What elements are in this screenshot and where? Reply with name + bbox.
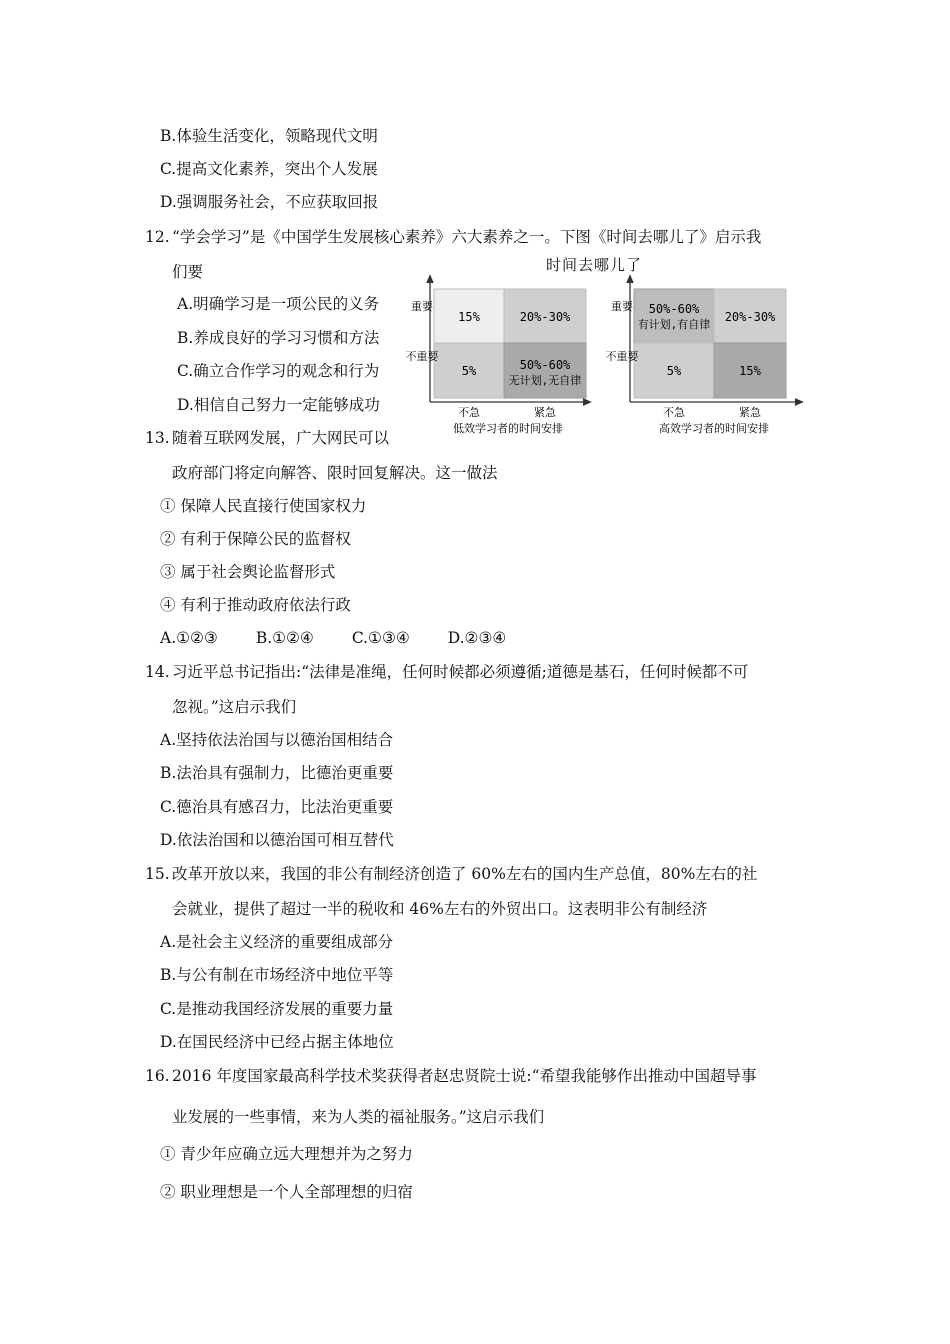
- q13-stem-line1: 随着互联网发展，广大网民可以: [172, 429, 390, 447]
- q14-option-d: D.依法治国和以德治国可相互替代: [160, 831, 394, 849]
- q12-option-d: D.相信自己努力一定能够成功: [177, 396, 380, 414]
- left-note-unimportant-urgent: 无计划,无自律: [508, 374, 582, 387]
- q15-option-a: A.是社会主义经济的重要组成部分: [160, 933, 394, 951]
- q16-number: 16.: [145, 1067, 170, 1085]
- q13-number: 13.: [145, 429, 170, 447]
- left-value-important-urgent: 20%-30%: [519, 310, 571, 324]
- left-row-label-unimportant: 不重要: [405, 350, 439, 363]
- q13-item-3: ③ 属于社会舆论监督形式: [160, 563, 336, 581]
- right-value-important-not-urgent: 50%-60%: [648, 302, 700, 316]
- q14-option-b: B.法治具有强制力，比德治更重要: [160, 764, 394, 782]
- q12-stem-line2: 们要: [172, 263, 204, 281]
- q14-option-a: A.坚持依法治国与以德治国相结合: [160, 731, 394, 749]
- q15-stem-line1: 改革开放以来，我国的非公有制经济创造了 60%左右的国内生产总值，80%左右的社: [172, 865, 758, 883]
- q16-stem-line1: 2016 年度国家最高科学技术奖获得者赵忠贤院士说:“希望我能够作出推动中国超导事: [172, 1067, 757, 1085]
- left-value-unimportant-urgent: 50%-60%: [519, 358, 571, 372]
- q13-stem-line2: 政府部门将定向解答、限时回复解决。这一做法: [172, 464, 498, 482]
- right-col-label-not-urgent: 不急: [663, 406, 685, 419]
- left-col-label-not-urgent: 不急: [458, 406, 480, 419]
- left-value-important-not-urgent: 15%: [458, 310, 480, 324]
- q11-option-b: B.体验生活变化，领略现代文明: [160, 127, 378, 145]
- q15-stem-line2: 会就业，提供了超过一半的税收和 46%左右的外贸出口。这表明非公有制经济: [172, 900, 708, 918]
- q15-option-c: C.是推动我国经济发展的重要力量: [160, 1000, 394, 1018]
- right-cell-important-not-urgent: [634, 289, 714, 343]
- q14-option-c: C.德治具有感召力，比法治更重要: [160, 798, 394, 816]
- q12-option-a: A.明确学习是一项公民的义务: [177, 295, 380, 313]
- time-matrix-figure: [398, 250, 808, 440]
- q13-choices: [160, 628, 544, 648]
- right-value-unimportant-not-urgent: 5%: [666, 364, 682, 378]
- right-row-label-important: 重要: [611, 300, 633, 313]
- low-efficiency-chart: [406, 278, 589, 435]
- q16-stem-line2: 业发展的一些事情，来为人类的福祉服务。”这启示我们: [172, 1108, 545, 1126]
- q15-option-d: D.在国民经济中已经占据主体地位: [160, 1033, 394, 1051]
- right-note-important-not-urgent: 有计划,有自律: [637, 318, 711, 331]
- q16-item-2: ② 职业理想是一个人全部理想的归宿: [160, 1183, 413, 1201]
- q11-option-c: C.提高文化素养，突出个人发展: [160, 160, 378, 178]
- right-value-unimportant-urgent: 15%: [739, 364, 761, 378]
- q15-number: 15.: [145, 865, 170, 883]
- q13-choice-d: D.②③④: [447, 629, 507, 647]
- right-col-label-urgent: 紧急: [739, 406, 761, 419]
- q11-option-d: D.强调服务社会，不应获取回报: [160, 193, 379, 211]
- q14-stem-line1: 习近平总书记指出:“法律是准绳，任何时候都必须遵循;道德是基石，任何时候都不可: [172, 663, 749, 681]
- q14-stem-line2: 忽视。”这启示我们: [172, 698, 297, 716]
- right-caption: 高效学习者的时间安排: [659, 422, 769, 435]
- q13-item-4: ④ 有利于推动政府依法行政: [160, 596, 351, 614]
- q12-number: 12.: [145, 228, 170, 246]
- right-value-important-urgent: 20%-30%: [724, 310, 776, 324]
- left-value-unimportant-not-urgent: 5%: [461, 364, 477, 378]
- high-efficiency-chart: [606, 278, 801, 435]
- q14-number: 14.: [145, 663, 170, 681]
- left-caption: 低效学习者的时间安排: [453, 422, 563, 435]
- time-matrix-svg: [398, 250, 808, 440]
- q12-stem-line1: “学会学习”是《中国学生发展核心素养》六大素养之一。下图《时间去哪儿了》启示我: [172, 228, 762, 246]
- q13-choice-c: C.①③④: [351, 629, 410, 647]
- q15-option-b: B.与公有制在市场经济中地位平等: [160, 966, 394, 984]
- right-row-label-unimportant: 不重要: [605, 350, 639, 363]
- q16-item-1: ① 青少年应确立远大理想并为之努力: [160, 1145, 413, 1163]
- q13-item-1: ① 保障人民直接行使国家权力: [160, 497, 367, 515]
- left-row-label-important: 重要: [411, 300, 433, 313]
- q13-choice-a: A.①②③: [160, 629, 218, 647]
- q13-item-2: ② 有利于保障公民的监督权: [160, 530, 351, 548]
- q12-option-b: B.养成良好的学习习惯和方法: [177, 329, 380, 347]
- left-col-label-urgent: 紧急: [534, 406, 556, 419]
- figure-title: 时间去哪儿了: [546, 256, 643, 274]
- q13-choice-b: B.①②④: [255, 629, 314, 647]
- q12-option-c: C.确立合作学习的观念和行为: [177, 362, 380, 380]
